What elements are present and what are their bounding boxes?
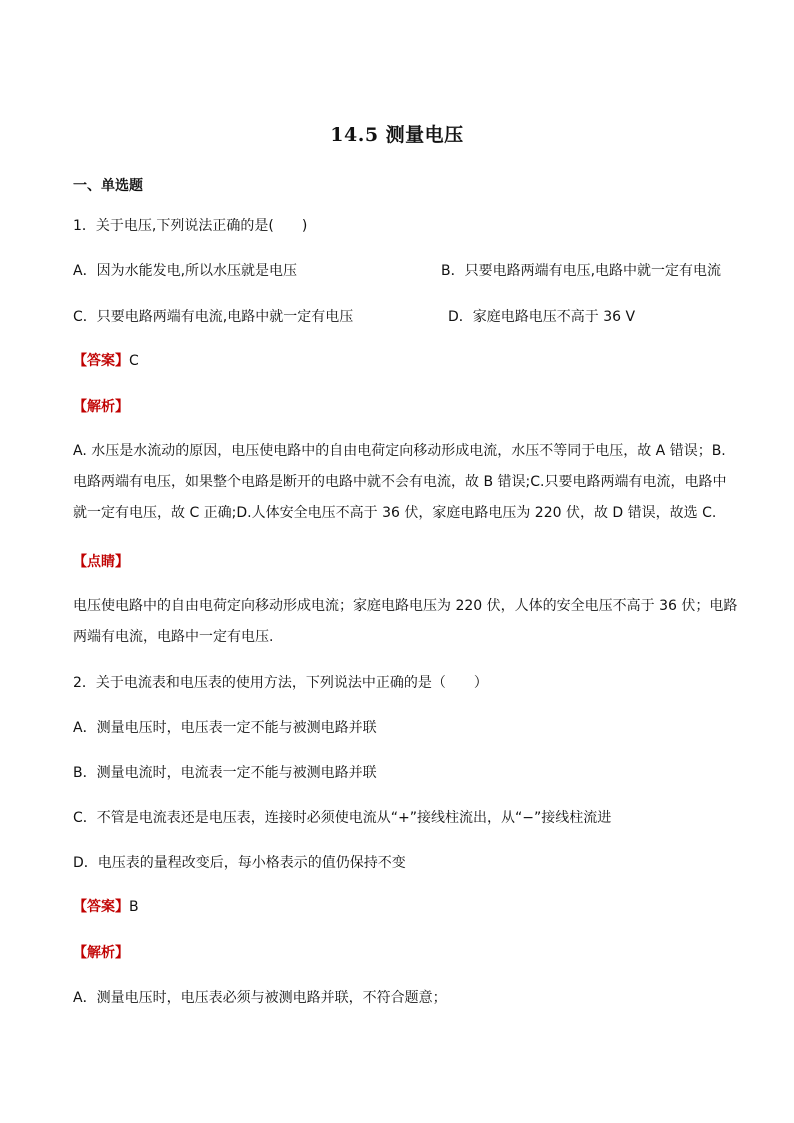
analysis-line: 就一定有电压，故 C 正确;D.人体安全电压不高于 36 伏，家庭电路电压为 220 伏，故 D 错误，故选 C. (73, 505, 717, 521)
answer-value: B (129, 899, 139, 915)
question-2-option-b: B．测量电流时，电流表一定不能与被测电路并联 (73, 765, 377, 781)
question-1-option-b: B．只要电路两端有电压,电路中就一定有电流 (441, 263, 722, 279)
question-1-options-row-1 (73, 261, 723, 281)
question-1-answer (73, 351, 139, 371)
question-1-options-row-2 (73, 307, 723, 327)
answer-tag: 【答案】 (73, 899, 129, 915)
question-1-option-d: D．家庭电路电压不高于 36 V (448, 309, 636, 325)
question-1-analysis (73, 436, 727, 529)
question-2-answer (73, 897, 139, 917)
page-title: 14.5 测量电压 (330, 124, 464, 146)
analysis-line: A. 水压是水流动的原因，电压使电路中的自由电荷定向移动形成电流，水压不等同于电压，故 A 错误；B. (73, 443, 726, 459)
question-2-option-d: D．电压表的量程改变后，每小格表示的值仍保持不变 (73, 855, 406, 871)
answer-tag: 【答案】 (73, 353, 129, 369)
question-2-stem: 2．关于电流表和电压表的使用方法，下列说法中正确的是（ ） (73, 675, 488, 691)
section-heading: 一、单选题 (73, 178, 143, 194)
question-1-option-c: C．只要电路两端有电流,电路中就一定有电压 (73, 309, 354, 325)
comment-line: 两端有电流，电路中一定有电压. (73, 629, 274, 645)
question-1-analysis-tag: 【解析】 (73, 399, 129, 415)
question-2-option-c: C．不管是电流表还是电压表，连接时必须使电流从“+”接线柱流出，从“−”接线柱流进 (73, 810, 612, 826)
question-1-comment-tag: 【点睛】 (73, 554, 129, 570)
question-2-analysis: A．测量电压时，电压表必须与被测电路并联，不符合题意； (73, 990, 447, 1006)
analysis-line: 电路两端有电压，如果整个电路是断开的电路中就不会有电流，故 B 错误;C.只要电路两端有电流，电路中 (73, 474, 727, 490)
question-1-stem: 1．关于电压,下列说法正确的是( ) (73, 218, 308, 234)
comment-line: 电压使电路中的自由电荷定向移动形成电流；家庭电路电压为 220 伏，人体的安全电压不高于 36 伏；电路 (73, 598, 738, 614)
question-2-option-a: A．测量电压时，电压表一定不能与被测电路并联 (73, 720, 377, 736)
question-1-comment (73, 591, 738, 653)
question-2-analysis-tag: 【解析】 (73, 945, 129, 961)
answer-value: C (129, 353, 139, 369)
question-1-option-a: A．因为水能发电,所以水压就是电压 (73, 263, 298, 279)
